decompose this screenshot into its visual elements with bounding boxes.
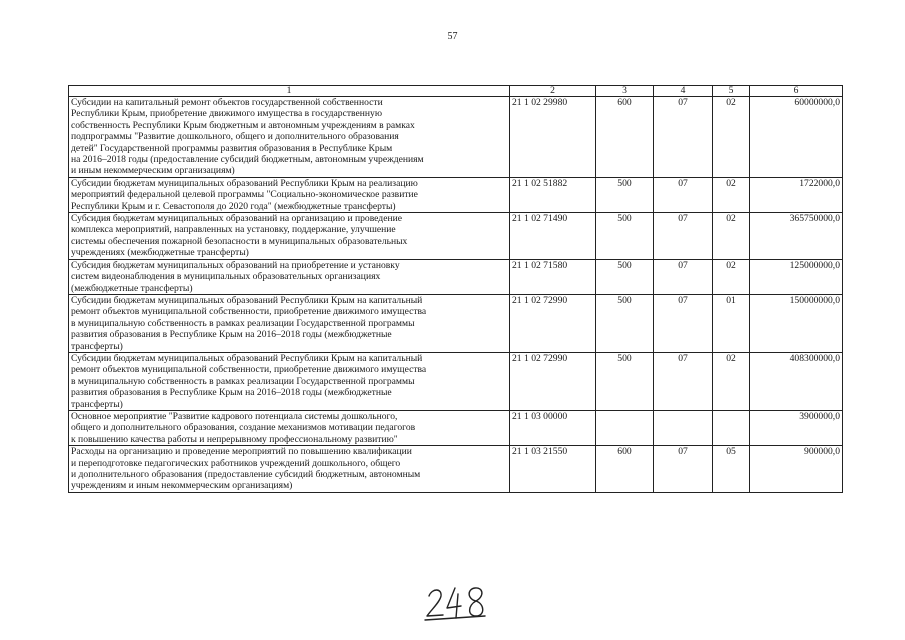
table-row bbox=[69, 410, 843, 445]
table-row bbox=[69, 259, 843, 294]
row-name: Субсидии на капитальный ремонт объектов государственной собственности Республики Крым, приобретение движимого имущества в государственную собственность Республики Крым бюджетным и автономным учреждениям в рамках подпрограммы "Развитие дошкольного, общего и дополнительного образования детей" Государственной программы развития образования в Республике Крым на 2016–2018 годы (предоставление субсидий бюджетным, автономным учреждениям и иным некоммерческим организациям) bbox=[69, 97, 510, 178]
row-col3 bbox=[596, 410, 654, 445]
table-row bbox=[69, 352, 843, 410]
col-header-5: 5 bbox=[713, 86, 750, 97]
table-row bbox=[69, 446, 843, 493]
row-col3: 500 bbox=[596, 294, 654, 352]
row-sum: 408300000,0 bbox=[750, 352, 843, 410]
handwritten-page-mark bbox=[423, 582, 493, 622]
row-code: 21 1 03 21550 bbox=[510, 446, 596, 493]
row-name: Субсидии бюджетам муниципальных образований Республики Крым на капитальный ремонт объектов муниципальной собственности, приобретение движимого имущества в муниципальную собственность в рамках реализации Государственной программы развития образования в Республике Крым на 2016–2018 годы (межбюджетные трансферты) bbox=[69, 352, 510, 410]
col-header-1: 1 bbox=[69, 86, 510, 97]
row-sum: 365750000,0 bbox=[750, 213, 843, 260]
table-row bbox=[69, 177, 843, 212]
row-col3: 500 bbox=[596, 352, 654, 410]
row-col5: 02 bbox=[713, 259, 750, 294]
table-row bbox=[69, 97, 843, 178]
row-col4: 07 bbox=[654, 97, 713, 178]
row-col3: 600 bbox=[596, 446, 654, 493]
row-sum: 3900000,0 bbox=[750, 410, 843, 445]
col-header-2: 2 bbox=[510, 86, 596, 97]
row-sum: 60000000,0 bbox=[750, 97, 843, 178]
row-sum: 1722000,0 bbox=[750, 177, 843, 212]
row-code: 21 1 02 71490 bbox=[510, 213, 596, 260]
row-code: 21 1 02 72990 bbox=[510, 352, 596, 410]
header-row bbox=[69, 86, 843, 97]
row-code: 21 1 02 29980 bbox=[510, 97, 596, 178]
row-col3: 500 bbox=[596, 259, 654, 294]
row-code: 21 1 02 72990 bbox=[510, 294, 596, 352]
col-header-4: 4 bbox=[654, 86, 713, 97]
table-row bbox=[69, 213, 843, 260]
row-col5: 02 bbox=[713, 97, 750, 178]
col-header-6: 6 bbox=[750, 86, 843, 97]
budget-table bbox=[68, 85, 843, 493]
row-col4: 07 bbox=[654, 294, 713, 352]
row-col5: 05 bbox=[713, 446, 750, 493]
table-row bbox=[69, 294, 843, 352]
row-col4: 07 bbox=[654, 259, 713, 294]
row-col4: 07 bbox=[654, 213, 713, 260]
row-name: Субсидии бюджетам муниципальных образований Республики Крым на капитальный ремонт объектов муниципальной собственности, приобретение движимого имущества в муниципальную собственность в рамках реализации Государственной программы развития образования в Республике Крым на 2016–2018 годы (межбюджетные трансферты) bbox=[69, 294, 510, 352]
row-sum: 900000,0 bbox=[750, 446, 843, 493]
row-name: Расходы на организацию и проведение мероприятий по повышению квалификации и переподготовке педагогических работников учреждений дошкольного, общего и дополнительного образования (предоставление субсидий бюджетным, автономным учреждениям и иным некоммерческим организациям) bbox=[69, 446, 510, 493]
row-name: Субсидия бюджетам муниципальных образований на организацию и проведение комплекса мероприятий, направленных на установку, поддержание, улучшение системы обеспечения пожарной безопасности в муниципальных образовательных учреждениях (межбюджетные трансферты) bbox=[69, 213, 510, 260]
row-sum: 125000000,0 bbox=[750, 259, 843, 294]
row-col3: 500 bbox=[596, 177, 654, 212]
page-number: 57 bbox=[447, 31, 458, 42]
col-header-3: 3 bbox=[596, 86, 654, 97]
row-name: Субсидия бюджетам муниципальных образований на приобретение и установку систем видеонаблюдения в муниципальных образовательных организациях (межбюджетные трансферты) bbox=[69, 259, 510, 294]
row-name: Субсидии бюджетам муниципальных образований Республики Крым на реализацию мероприятий федеральной целевой программы "Социально-экономическое развитие Республики Крым и г. Севастополя до 2020 года" (межбюджетные трансферты) bbox=[69, 177, 510, 212]
row-name: Основное мероприятие "Развитие кадрового потенциала системы дошкольного, общего и дополнительного образования, создание механизмов мотивации педагогов к повышению качества работы и непрерывному профессиональному развитию" bbox=[69, 410, 510, 445]
row-code: 21 1 02 51882 bbox=[510, 177, 596, 212]
row-sum: 150000000,0 bbox=[750, 294, 843, 352]
row-col4: 07 bbox=[654, 177, 713, 212]
row-col4: 07 bbox=[654, 352, 713, 410]
row-col5: 01 bbox=[713, 294, 750, 352]
row-code: 21 1 02 71580 bbox=[510, 259, 596, 294]
row-code: 21 1 03 00000 bbox=[510, 410, 596, 445]
row-col5: 02 bbox=[713, 177, 750, 212]
row-col5 bbox=[713, 410, 750, 445]
row-col5: 02 bbox=[713, 213, 750, 260]
row-col3: 500 bbox=[596, 213, 654, 260]
row-col4 bbox=[654, 410, 713, 445]
row-col5: 02 bbox=[713, 352, 750, 410]
row-col3: 600 bbox=[596, 97, 654, 178]
row-col4: 07 bbox=[654, 446, 713, 493]
